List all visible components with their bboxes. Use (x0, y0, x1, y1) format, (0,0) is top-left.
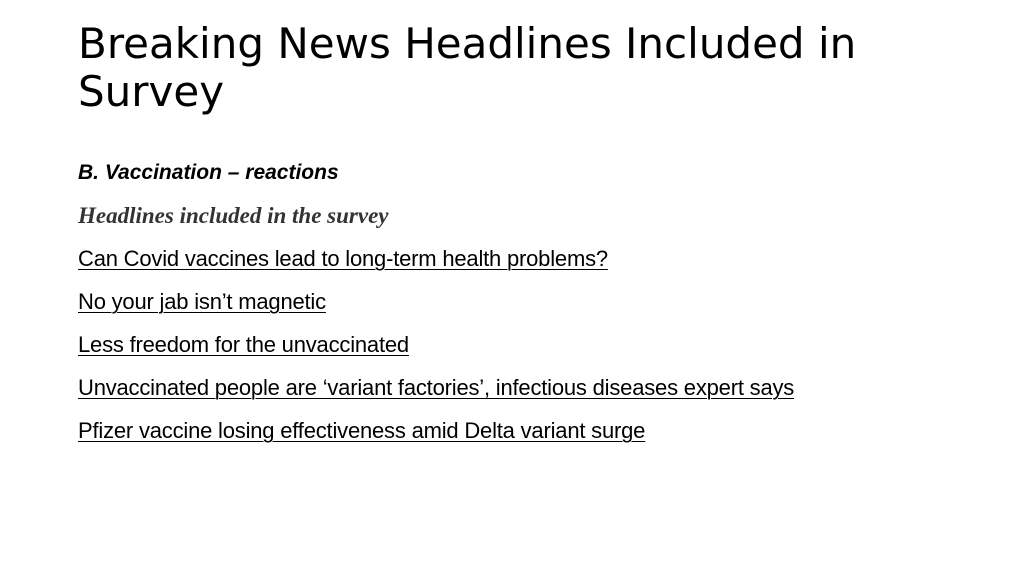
headline-item[interactable]: No your jab isn’t magnetic (78, 289, 326, 314)
slide-body (78, 157, 1008, 458)
headline-item[interactable]: Pfizer vaccine losing effectiveness amid Delta variant surge (78, 418, 646, 443)
headline-item[interactable]: Can Covid vaccines lead to long-term health problems? (78, 246, 608, 271)
headline-item[interactable]: Unvaccinated people are ‘variant factories’, infectious diseases expert says (78, 375, 795, 400)
headline-item[interactable]: Less freedom for the unvaccinated (78, 332, 409, 357)
slide-title: Breaking News Headlines Included in Survey (78, 19, 857, 116)
survey-label: Headlines included in the survey (78, 203, 389, 228)
section-subheading: B. Vaccination – reactions (78, 161, 339, 184)
